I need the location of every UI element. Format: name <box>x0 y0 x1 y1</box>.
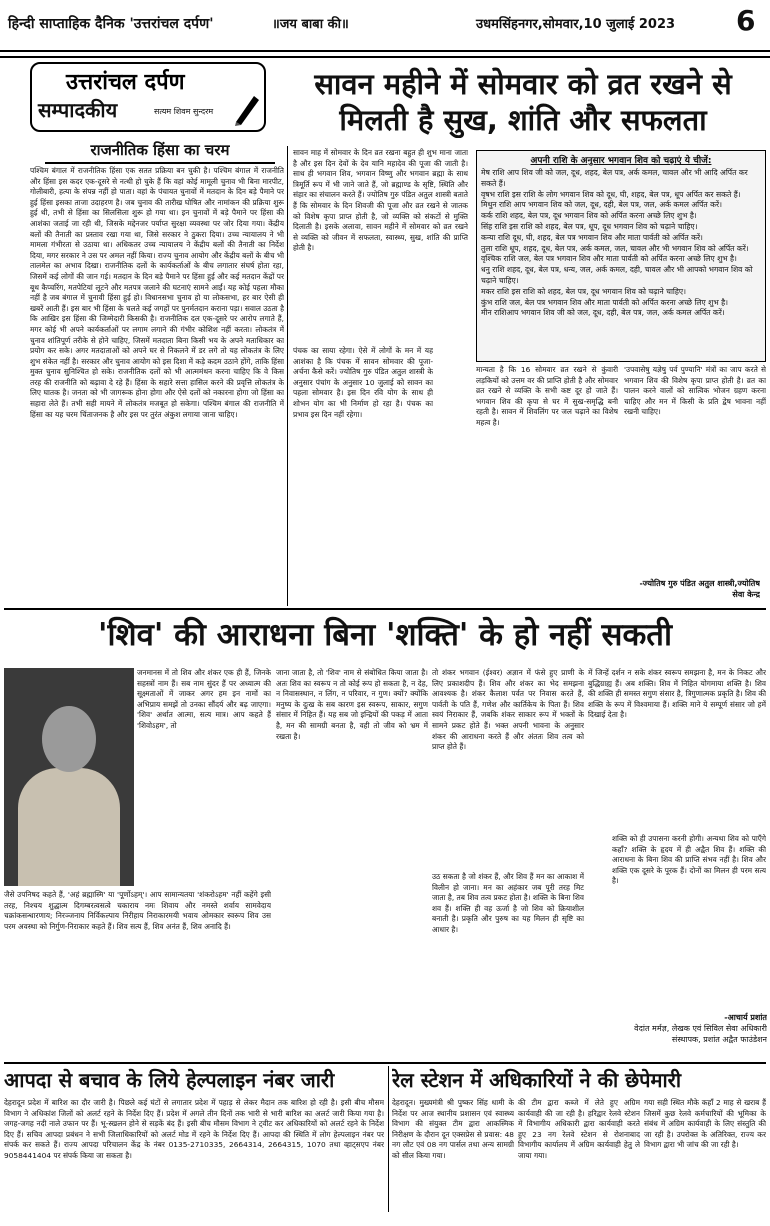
sawan-byline: -ज्योतिष गुरु पंडित अतुल शास्त्री,ज्योतिष सेवा केन्द्र <box>639 579 760 599</box>
helpline-body: देहरादून प्रदेश में बारिश का दौर जारी है। पिछले कई घंटों से लगातार प्रदेश में पहाड़ से लेकर मैदान तक बारिश हो रही है। इसी बीच मौसम विभाग ने अधिकांश जिलों को अलर्ट रहने के निर्देश दिए हैं। प्रदेश में अगले तीन दिनों तक भारी से भारी बारिश का अलर्ट जारी किया गया है। जगह-जगह नदी नाले उफान पर हैं। भू-स्खलन होने से सड़कें बंद हैं। इसी बीच मौसम विभाग ने ट्वीट कर अधिकारियों को अलर्ट रहने के निर्देश दिए हैं। सचिव आपदा प्रबंधन ने सभी जिलाधिकारियों को अलर्ट मोड में रहने के निर्देश दिए हैं। आपदा की स्थिति में लोग हेल्पलाइन नंबर पर संपर्क कर सकते हैं। राज्य आपदा परिचालन केंद्र के नंबर 0135-2710335, 2664314, 2664315, 1070 तथा व्हाट्सएप नंबर 9058441404 पर संपर्क किया जा सकता है। <box>4 1098 384 1160</box>
shiv-col-3: तो शंकर भगवान (ईश्वर) अज्ञान में फंसे हुए प्राणी के लिए प्रकाशदीप हैं। शिव और शंकर का भेद समझना आवश्यक है। शंकर कैलाश पर्वत पर निवास करते हैं, पार्वती के पति हैं, गणेश और कार्तिकेय के पिता हैं। शिव स्वयं निराकार हैं, जबकि शंकर साकार रूप में भक्तों के सामने प्रकट होते हैं। भक्त अपनी भावना के अनुसार शंकर की आराधना करते हैं और अंततः शिव तत्व को प्राप्त होते हैं। <box>432 668 584 752</box>
shiv-col-1b: जैसे उपनिषद कहते हैं, 'अहं ब्रह्मास्मि' या 'पूर्णोऽहम्'। आप सामान्यतया 'शंकरोऽहम' नहीं कहेंगे इसी तरह, निश्चय शुद्धात्म दिगम्बरत्वसत्वे चकाराय नमः शिवाय और नमस्ते शर्वाय सामवेदाय चक्रांकसन्धारणाय; निरञ्जनाय निर्विकल्पाय निरीहाय निराकारमयी भवाय ओमकार स्वरूप शिव उस परम अवस्था को निर्गुण-निराकार कहते हैं। शिव सत्य हैं, शिव अनंत हैं, शिव अनादि हैं। <box>4 890 271 931</box>
rashi-item: कन्या राशि दूध, घी, शहद, बेल पत्र भगवान शिव और माता पार्वती को अर्पित करें। <box>481 232 703 242</box>
rashi-sidebar <box>476 150 766 362</box>
masthead <box>0 0 770 52</box>
editorial-subtitle: सत्यम शिवम सुन्दरम <box>154 107 214 116</box>
railway-col-3: गया सही स्थित मौके कहाँ 2 माह से खराब हैं जिसमें कुछ रेलवे कर्मचारियों की भूमिका के संबंध में अग्रिम कार्यवाही के लिए संस्तुति की जा रही है। उपरोक्त के अतिरिक्त, राज्य कर विभाग द्वारा भी जांच की जा रही है। <box>644 1098 766 1150</box>
shiv-signature-role: वेदांत मर्मज्ञ, लेखक एवं सिविल सेवा अधिकारी संस्थापक, प्रशांत अद्वैत फाउंडेशन <box>634 1024 767 1044</box>
rashi-item: कर्क राशि शहद, बेल पत्र, दूध भगवान शिव को अर्पित करना अच्छे लिए शुभ है। <box>481 211 697 221</box>
editorial-title: उत्तरांचल दर्पण <box>66 70 185 95</box>
paper-name: हिन्दी साप्ताहिक दैनिक 'उत्तरांचल दर्पण' <box>8 16 214 32</box>
rashi-item: मेष राशि आप शिव जी को जल, दूध, शहद, बेल पत्र, अर्क कमल, चावल और भी आदि अर्पित कर सकते हैं। <box>481 168 748 188</box>
rashi-item: कुंभ राशि जल, बेल पत्र भगवान शिव और माता पार्वती को अर्पित करना अच्छे लिए शुभ है। <box>481 297 728 307</box>
masthead-center: ॥जय बाबा की॥ <box>272 17 349 32</box>
pen-icon <box>232 90 262 126</box>
rashi-item: वृश्चिक राशि जल, बेल पत्र भगवान शिव और माता पार्वती को अर्पित करना अच्छे लिए शुभ है। <box>481 254 737 264</box>
rashi-item: धनु राशि शहद, दूध, बेल पत्र, धन्य, जल, अर्क कमल, दही, चावल और भी आपको भगवान शिव को चढ़ाने चाहिए। <box>481 265 753 285</box>
sawan-col-1b: पंचक का साया रहेगा। ऐसे में लोगों के मन में यह आशंका है कि पंचक में सावन सोमवार की पूजा-अर्चना कैसे करें। ज्योतिष गुरु पंडित अतुल शास्त्री के अनुसार पंचांग के अनुसार 10 जुलाई को सावन का पहला सोमवार है। इस दिन रवि योग के साथ ही शोभन योग का भी निर्माण हो रहा है। पंचक का प्रभाव इस दिन नहीं रहेगा। <box>293 346 433 419</box>
rashi-item: मीन राशिआप भगवान शिव जी को जल, दूध, दही, बेल पत्र, जल, अर्क कमल अर्पित करें। <box>481 308 725 318</box>
helpline-headline: आपदा से बचाव के लिये हेल्पलाइन नंबर जारी <box>4 1068 335 1092</box>
section-rule <box>4 1062 766 1064</box>
author-head <box>42 706 96 772</box>
rashi-item: तुला राशि धूप, शहद, दूध, बेल पत्र, अर्क कमल, जल, चावल और भी भगवान शिव को अर्पित करें। <box>481 243 749 253</box>
author-figure <box>18 768 120 886</box>
shiv-headline: 'शिव' की आराधना बिना 'शक्ति' के हो नहीं सकती <box>98 617 672 653</box>
shiv-col-1: जनमानस में तो शिव और शंकर एक ही हैं, जिनके सहस्त्रों नाम हैं। सब नाम सुंदर हैं पर अध्यात्म की सूक्ष्मताओं में जाकर अगर हम इन नामों का अभिप्राय समझें तो उनका सौंदर्य और बढ़ जाएगा। 'शिव' अर्थात आत्मा, सत्य मात्र। आप कहते हैं 'शिवोऽहम', तो <box>137 668 271 730</box>
sawan-col-4: 'उपवासेषु यज्ञेषु पर्व पुण्यानि' मंत्रों का जाप करते से भगवान शिव की विशेष कृपा प्राप्त होती है। व्रत का पालन करने वालों को सात्विक भोजन ग्रहण करना चाहिए और मन में किसी के प्रति द्वेष भावना नहीं रखनी चाहिए। <box>624 365 766 417</box>
railway-col-1: देहरादून। मुख्यमंत्री श्री पुष्कर सिंह धामी के निर्देश पर आज स्थानीय प्रशासन एवं स्वास्थ्य विभाग की संयुक्त टीम द्वारा आकस्मिक निरीक्षण के दौरान दून एक्सप्रेस से प्रवास: 48 नग लौट एवं 08 नग पार्सल तथा अन्य सामग्री को सील किया गया। <box>392 1098 514 1160</box>
sawan-col-1: सावन माह में सोमवार के दिन व्रत रखना बहुत ही शुभ माना जाता है और इस दिन देवों के देव यानि महादेव की पूजा की जाती है। साथ ही भगवान शिव, भगवान विष्णु और भगवान ब्रह्मा के साथ त्रिमूर्ति रूप में भी जाने जाते हैं, जो ब्रह्माण्ड के सृष्टि, स्थिति और संहार का संचालन करते हैं। ज्योतिष गुरु पंडित अतुल शास्त्री बताते हैं कि सोमवार के दिन शिवजी की पूजा और व्रत रखने से जातक को विशेष कृपा प्राप्त होती है, जो व्यक्ति को संकटों से मुक्ति दिलाती है। इसके अलावा, सावन महीने में सोमवार को व्रत रखने से व्यक्ति को जीवन में सफलता, स्वास्थ्य, सुख, शांति की प्राप्ति होती है। <box>293 148 468 253</box>
rashi-item: वृषभ राशि इस राशि के लोग भगवान शिव को दूध, घी, शहद, बेल पत्र, धूप अर्पित कर सकते हैं। <box>481 189 741 199</box>
rashi-item: मकर राशि इस राशि को शहद, बेल पत्र, दूध भगवान शिव को चढ़ाने चाहिए। <box>481 286 686 296</box>
shiv-signature: -आचार्य प्रशांत <box>724 1013 767 1022</box>
editorial-label: सम्पादकीय <box>38 98 118 122</box>
shiv-signature-block <box>612 1012 767 1045</box>
railway-col-2: की टीम द्वारा कब्जे में लेते हुए अग्रिम कार्यवाही की जा रही है। हरिद्वार रेलवे स्टेशन में विभागीय अधिकारी द्वारा कार्यवाही करते हुए 23 नग रेलवे स्टेशन से रोशनाबाद विभागीय कार्यालय में अग्रिम कार्यवाही हेतु ले जाया गया। <box>518 1098 640 1160</box>
shiv-col-5: में जिन्हें दर्शन न सके शंकर स्वरूप समझना है, मन के निकट और बुद्धिग्राह्य हैं। अब शक्ति। शिव में निहित योगमाया शक्ति है। शिव की शक्ति ही समस्त सगुण संसार है, त्रिगुणात्मक प्रकृति है। शिव की शक्ति के रूप में विश्वमाया हैं। शक्ति माने ये सम्पूर्ण संसार जो हमें दिखाई देता है। <box>588 668 766 720</box>
column-divider <box>388 1066 389 1212</box>
sawan-headline: सावन महीने में सोमवार को व्रत रखने से मिलती है सुख, शांति और सफलता <box>314 67 732 137</box>
masthead-rule <box>0 56 770 58</box>
page-number: 6 <box>736 4 756 37</box>
dateline: उधमसिंहनगर,सोमवार,10 जुलाई 2023 <box>476 17 676 32</box>
section-rule <box>4 608 766 610</box>
rashi-item: सिंह राशि इस राशि को शहद, बेल पत्र, धूप, दूध भगवान शिव को चढ़ाने चाहिए। <box>481 221 698 231</box>
editorial-banner <box>30 62 266 132</box>
sawan-col-3: मान्यता है कि 16 सोमवार व्रत रखने से कुंवारी लड़कियों को उत्तम वर की प्राप्ति होती है और सोमवार व्रत रखने से व्यक्ति के सभी कष्ट दूर हो जाते हैं। भगवान शिव की कृपा से घर में सुख-समृद्धि बनी रहती है। सावन में शिवलिंग पर जल चढ़ाने का विशेष महत्व है। <box>476 365 618 427</box>
shiv-col-4: उठ सकता है जो शंकर हैं, और शिव हैं मन का आकाश में विलीन हो जाना। मन का अहंकार जब पूरी तरह मिट जाता है, तब शिव तत्व प्रकट होता है। शक्ति के बिना शिव शव हैं। शक्ति ही वह ऊर्जा है जो शिव को क्रियाशील बनाती है। प्रकृति और पुरुष का यह मिलन ही सृष्टि का आधार है। <box>432 872 584 934</box>
editorial-heading: राजनीतिक हिंसा का चरम <box>45 140 275 164</box>
editorial-body: पश्चिम बंगाल में राजनीतिक हिंसा एक सतत प्रक्रिया बन चुकी है। पश्चिम बंगाल में राजनीति और हिंसा इस कदर एक-दूसरे से नत्थी हो चुके हैं कि वहां कोई मामूली चुनाव भी बिना मारपीट, गोलीबारी, हत्या के संपन्न नहीं हो पाता। वहां के पंचायत चुनावों में मतदान के दिन बड़े पैमाने पर हुई हिंसा इसका ताजा उदाहरण है। जब चुनाव की तारीख घोषित और नामांकन की प्रक्रिया शुरू हुई थी, तभी से हिंसा का सिलसिला शुरू हो गया था। इन चुनावों में बड़े पैमाने पर हिंसा की आशंका जताई जा रही थी, जिसके मद्देनजर पर्याप्त सुरक्षा व्यवस्था पर जोर दिया गया। केंद्रीय बलों की तैनाती का प्रस्ताव रखा गया था, जिसे सरकार ने ठुकरा दिया। उच्च न्यायालय ने भी मामला गंभीरता से उठाया था। अधिकतर उच्च न्यायालय ने केंद्रीय बलों की तैनाती का निर्देश दिया, मगर सरकार ने उस पर अमल नहीं किया। राज्य चुनाव आयोग और केंद्रीय बलों के बीच भी तालमेल का अभाव दिखा। राजनीतिक दलों के कार्यकर्ताओं के बीच लगातार संघर्ष होता रहा, जिसमें कई लोगों की जान गई। मतदान के दिन बड़े पैमाने पर हिंसा हुई और कई मतदान केंद्रों पर बूथ कैप्चरिंग, मतपेटियां लूटने और मतपत्र जलाने की घटनाएं सामने आईं। यह कोई पहला मौका नहीं है जब बंगाल में चुनावी हिंसा हुई हो। विधानसभा चुनाव हो या लोकसभा, हर बार ऐसी ही खबरें आती हैं। इस बार भी हिंसा के चलते कई जगहों पर पुनर्मतदान कराना पड़ा। सवाल उठता है कि आखिर इस हिंसा की जिम्मेदारी किसकी है। राजनीतिक दल एक-दूसरे पर आरोप लगाते हैं, मगर कोई भी अपने कार्यकर्ताओं पर लगाम लगाने की गंभीर कोशिश नहीं करता। लोकतंत्र में चुनाव शांतिपूर्ण तरीके से होने चाहिए, जिसमें मतदाता बिना किसी भय के अपने मताधिकार का प्रयोग कर सके। अगर मतदाताओं को अपने घर से निकलने में डर लगे तो यह लोकतंत्र के लिए शुभ संकेत नहीं है। सरकार और चुनाव आयोग को इस दिशा में कड़े कदम उठाने होंगे, ताकि हिंसा मुक्त चुनाव सुनिश्चित हो सके। राजनीतिक दलों को भी आत्ममंथन करना चाहिए कि वे किस तरह की राजनीति को बढ़ावा दे रहे हैं। हिंसा के सहारे सत्ता हासिल करने की प्रवृत्ति लोकतंत्र के लिए घातक है। जनता को भी जागरूक होना होगा और ऐसे दलों को नकारना होगा जो हिंसा का सहारा लेते हैं। तभी सही मायने में लोकतंत्र मजबूत हो सकेगा। पश्चिम बंगाल की राजनीति में हिंसा का यह चरम चिंताजनक है और इस पर तुरंत अंकुश लगाया जाना चाहिए। <box>30 166 284 419</box>
column-divider <box>287 146 288 606</box>
shiv-col-2: जाना जाता है, तो 'शिव' नाम से संबोधित किया जाता है। अतः शिव का स्वरूप न तो कोई रूप हो सकता है, न देह, न निवासस्थान, न लिंग, न परिवार, न गुण। क्यों? क्योंकि मनुष्य के दुःख के सब कारण इस स्वरूप, साकार, सगुण संसार में निहित हैं। यह सब जो इन्द्रियों की पकड़ में आता है, मन की सामग्री बनता है, वही तो जीव को भ्रम में रखता है। <box>276 668 428 741</box>
rashi-sidebar-title: अपनी राशि के अनुसार भगवान शिव को चढ़ाएं ये चीजें: <box>530 156 712 166</box>
railway-headline: रेल स्टेशन में अधिकारियों ने की छेपेमारी <box>392 1068 681 1092</box>
shiv-col-6: शक्ति को ही उपासना करनी होगी। अन्यथा शिव को पाएँगे कहाँ? शक्ति के हृदय में ही अद्वैत शिव हैं। शक्ति की आराधना के बिना शिव की प्राप्ति संभव नहीं है। शिव और शक्ति एक दूसरे के पूरक हैं। दोनों का मिलन ही परम सत्य है। <box>612 834 766 886</box>
rashi-item: मिथुन राशि आप भगवान शिव को जल, दूध, दही, बेल पत्र, जल, अर्क कमल अर्पित करें। <box>481 200 722 210</box>
author-photo <box>4 668 134 886</box>
